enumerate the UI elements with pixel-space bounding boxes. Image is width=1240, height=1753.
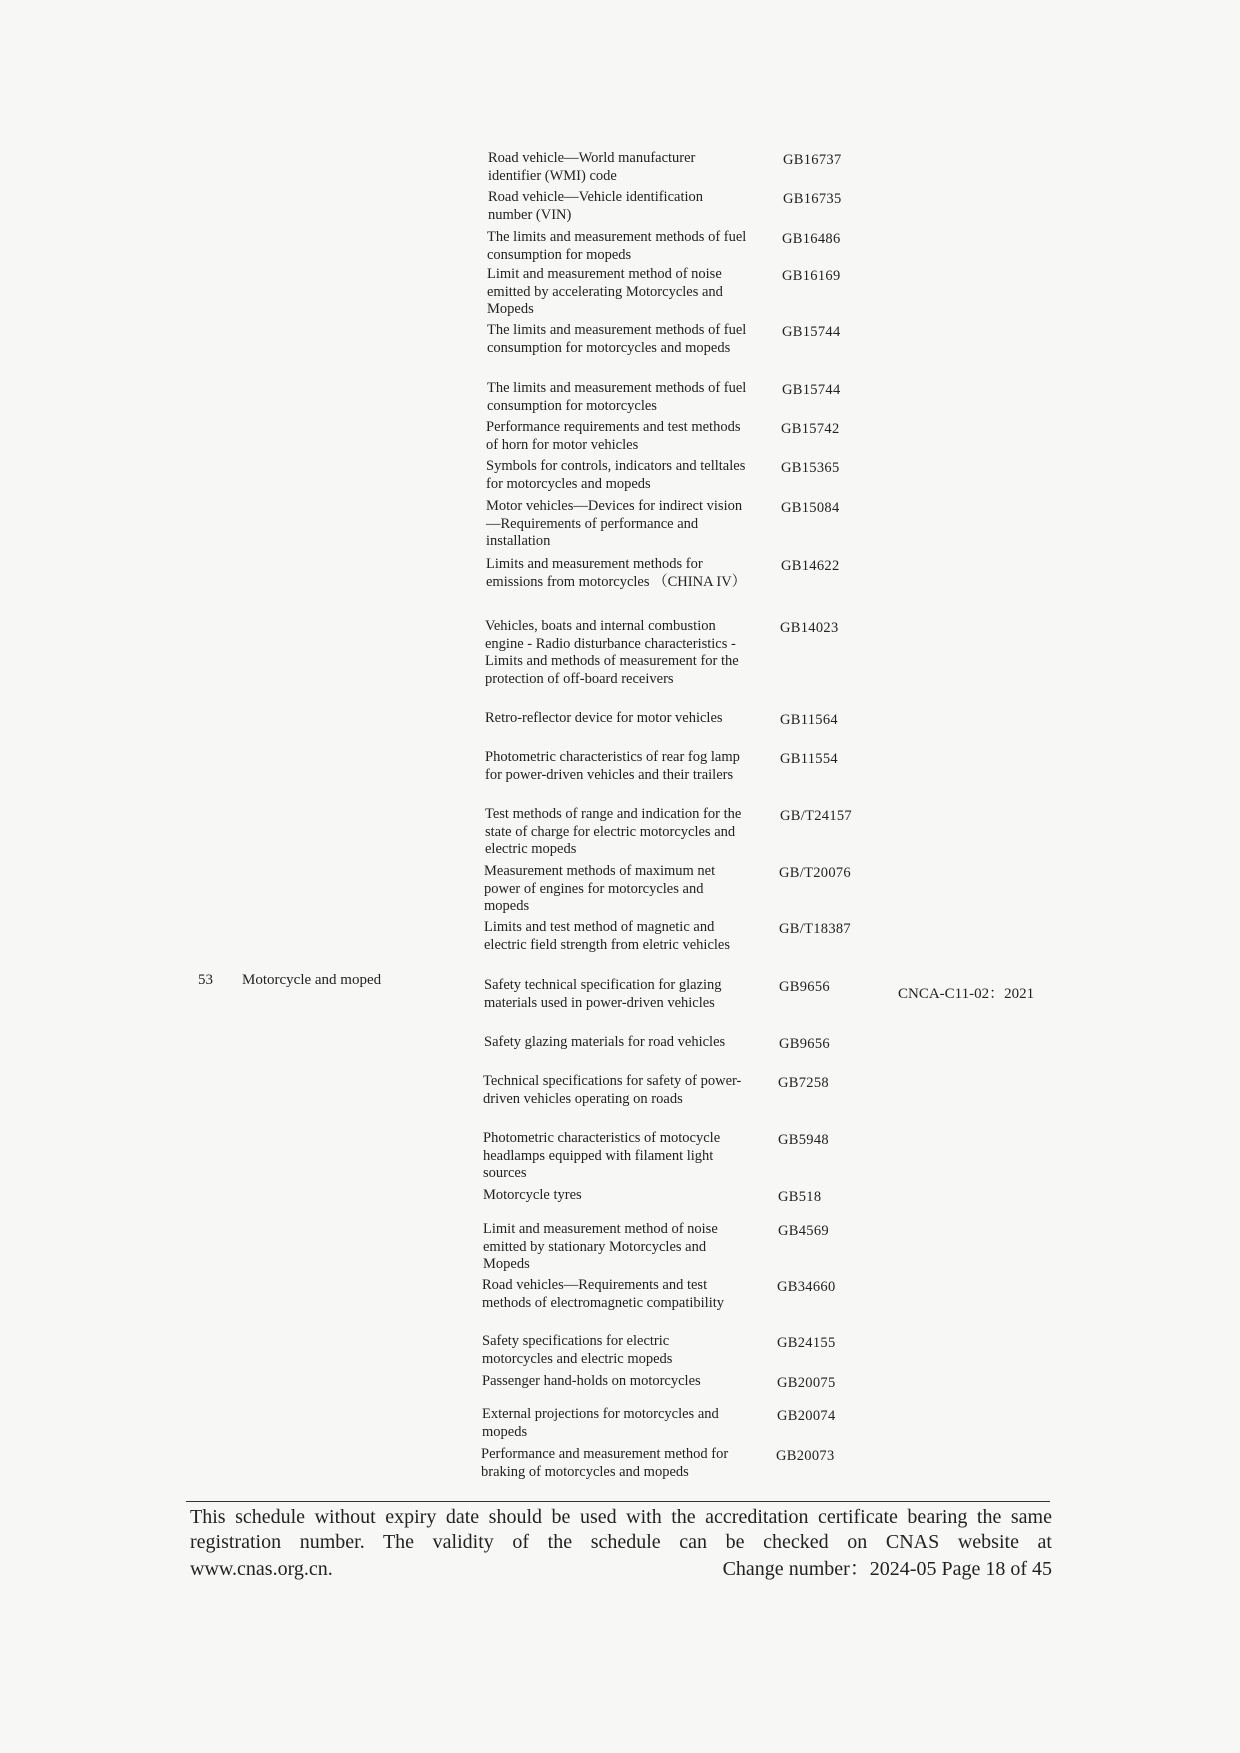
standard-code: GB/T18387 <box>779 921 851 937</box>
standard-code: GB11564 <box>780 712 838 728</box>
change-label: Change number： <box>722 1558 870 1580</box>
standard-code: GB5948 <box>778 1132 829 1148</box>
website-link[interactable]: www.cnas.org.cn. <box>190 1558 333 1580</box>
standard-title: Photometric characteristics of motocycle headlamps equipped with filament light sources <box>483 1130 721 1181</box>
standard-title: Photometric characteristics of rear fog lamp for power-driven vehicles and their trailers <box>485 749 740 783</box>
standard-code: GB11554 <box>780 751 838 767</box>
standard-code: GB20073 <box>776 1448 835 1464</box>
standard-code: GB20075 <box>777 1375 836 1391</box>
standard-title: Test methods of range and indication for the state of charge for electric motorcycles and electric mopeds <box>485 806 742 857</box>
standard-title: Limits and test method of magnetic and electric field strength from eletric vehicles <box>484 919 730 953</box>
standard-code: GB/T24157 <box>780 808 852 824</box>
page-indicator: Page 18 of 45 <box>941 1558 1052 1580</box>
standard-code: GB20074 <box>777 1408 836 1424</box>
standard-code: GB34660 <box>777 1279 836 1295</box>
standard-code: GB7258 <box>778 1075 829 1091</box>
standard-title: Road vehicle—World manufacturer identifier (WMI) code <box>488 150 696 184</box>
standard-title: Road vehicles—Requirements and test methods of electromagnetic compatibility <box>482 1277 724 1311</box>
item-name: Motorcycle and moped <box>242 972 382 988</box>
standard-title: The limits and measurement methods of fuel consumption for motorcycles and mopeds <box>487 322 747 356</box>
standard-title: Performance and measurement method for braking of motorcycles and mopeds <box>481 1446 729 1480</box>
standard-title: Performance requirements and test methods of horn for motor vehicles <box>486 419 741 453</box>
standard-title: Limit and measurement method of noise emitted by stationary Motorcycles and Mopeds <box>483 1221 718 1272</box>
standard-code: GB15744 <box>782 324 841 340</box>
standard-title: Road vehicle—Vehicle identification number (VIN) <box>488 189 704 223</box>
standard-title: Symbols for controls, indicators and telltales for motorcycles and mopeds <box>486 458 746 492</box>
standard-code: GB24155 <box>777 1335 836 1351</box>
standard-title: Safety technical specification for glazing materials used in power-driven vehicles <box>484 977 722 1011</box>
standard-title: Passenger hand-holds on motorcycles <box>482 1373 701 1389</box>
standard-title: The limits and measurement methods of fuel consumption for mopeds <box>487 229 747 263</box>
footer-divider <box>186 1501 1050 1502</box>
standard-title: External projections for motorcycles and mopeds <box>482 1406 719 1440</box>
standard-title: Safety specifications for electric motorcycles and electric mopeds <box>482 1333 673 1367</box>
standard-code: GB518 <box>778 1189 822 1205</box>
standard-title: Retro-reflector device for motor vehicles <box>485 710 723 726</box>
standard-code: GB16486 <box>782 231 841 247</box>
standard-title: Motorcycle tyres <box>483 1187 582 1203</box>
standard-title: Technical specifications for safety of power-driven vehicles operating on roads <box>483 1073 742 1107</box>
footer-bottom-line <box>190 1557 1052 1582</box>
standard-code: GB9656 <box>779 1036 830 1052</box>
standard-code: GB15744 <box>782 382 841 398</box>
standard-code: GB15084 <box>781 500 840 516</box>
standard-code: GB14023 <box>780 620 839 636</box>
standard-code: GB4569 <box>778 1223 829 1239</box>
standard-code: GB16169 <box>782 268 841 284</box>
standard-code: GB/T20076 <box>779 865 851 881</box>
standard-title: The limits and measurement methods of fuel consumption for motorcycles <box>487 380 747 414</box>
item-number: 53 <box>198 972 213 988</box>
standard-title: Safety glazing materials for road vehicles <box>484 1034 726 1050</box>
standard-code: GB15742 <box>781 421 840 437</box>
change-info <box>723 1557 1052 1582</box>
standard-title: Motor vehicles—Devices for indirect vision—Requirements of performance and installation <box>486 498 743 549</box>
standard-title: Measurement methods of maximum net power of engines for motorcycles and mopeds <box>484 863 716 914</box>
standard-code: GB9656 <box>779 979 830 995</box>
standard-title: Limit and measurement method of noise emitted by accelerating Motorcycles and Mopeds <box>487 266 723 317</box>
standard-code: GB16735 <box>783 191 842 207</box>
standard-code: GB16737 <box>783 152 842 168</box>
change-number: 2024-05 <box>869 1558 937 1580</box>
standard-code: GB15365 <box>781 460 840 476</box>
footer-notice: This schedule without expiry date should be used with the accreditation certificate bearing the same registration number. The validity of the schedule can be checked on CNAS website at <box>190 1506 1052 1553</box>
standard-code: GB14622 <box>781 558 840 574</box>
standard-title: Limits and measurement methods for emissions from motorcycles （CHINA IV） <box>486 556 747 590</box>
standard-title: Vehicles, boats and internal combustion engine - Radio disturbance characteristics - Limits and methods of measurement for the protection of off-board receivers <box>485 618 739 687</box>
implementation-rule: CNCA-C11-02：2021 <box>898 986 1035 1002</box>
